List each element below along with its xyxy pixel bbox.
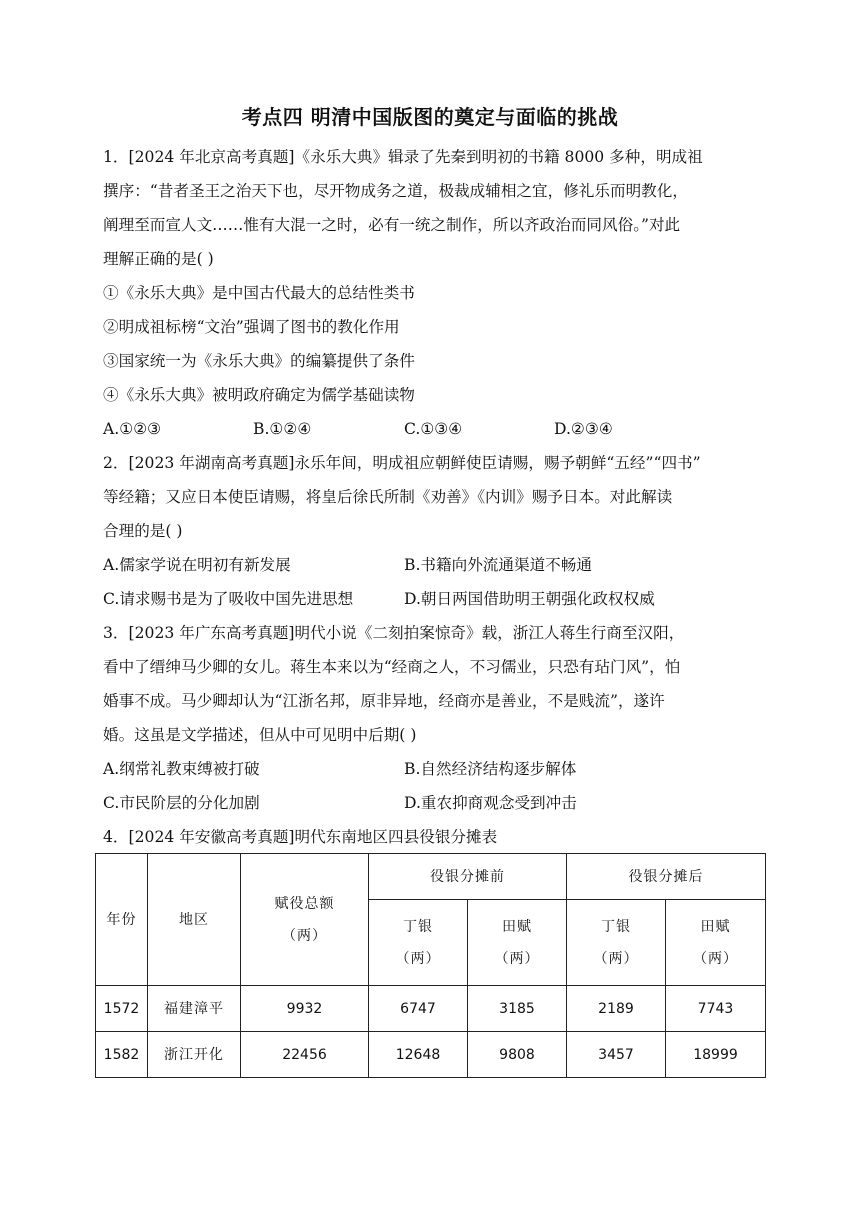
q1-stem-line-4: 理解正确的是( ) (103, 250, 214, 268)
header-ding-label: 丁银 (403, 918, 433, 935)
header-before-ding (369, 900, 468, 986)
q3-option-b: B.自然经济结构逐步解体 (404, 760, 577, 778)
header-ding-label: 丁银 (601, 918, 631, 935)
header-tian-label: 田赋 (700, 918, 731, 935)
table-cell: 6747 (369, 986, 468, 1032)
q1-option-d: D.②③④ (554, 420, 613, 438)
q4-stem: 4．[2024 年安徽高考真题]明代东南地区四县役银分摊表 (103, 828, 498, 846)
q3-stem-line-1: 3．[2023 年广东高考真题]明代小说《二刻拍案惊奇》载，浙江人蒋生行商至汉阳， (103, 624, 685, 642)
q1-statement-2: ②明成祖标榜“文治”强调了图书的教化作用 (103, 318, 400, 336)
q2-stem-line-3: 合理的是( ) (103, 522, 183, 540)
table-cell: 1582 (96, 1032, 148, 1078)
header-ding-unit: （两） (593, 950, 639, 967)
q2-stem-line-2: 等经籍；又应日本使臣请赐，将皇后徐氏所制《劝善》《内训》赐予日本。对此解读 (103, 488, 673, 506)
header-total-unit: （两） (282, 927, 327, 944)
q3-stem-line-4: 婚。这虽是文学描述，但从中可见明中后期( ) (103, 726, 417, 744)
table-row (96, 1032, 766, 1078)
table-cell: 18999 (666, 1032, 766, 1078)
table-cell: 12648 (369, 1032, 468, 1078)
header-tian-unit: （两） (494, 950, 540, 967)
table-cell: 浙江开化 (148, 1032, 241, 1078)
tax-table (95, 853, 766, 1078)
header-total (241, 854, 369, 986)
q2-option-c: C.请求赐书是为了吸收中国先进思想 (103, 590, 354, 608)
header-total-label: 赋役总额 (274, 895, 335, 912)
table-cell: 22456 (241, 1032, 369, 1078)
table-cell: 7743 (666, 986, 766, 1032)
table-cell: 1572 (96, 986, 148, 1032)
q3-stem-line-2: 看中了缙绅马少卿的女儿。蒋生本来以为“经商之人，不习儒业，只恐有玷门风”，怕 (103, 658, 681, 676)
q3-option-c: C.市民阶层的分化加剧 (103, 794, 260, 812)
header-year: 年份 (96, 854, 148, 986)
q2-stem-line-1: 2．[2023 年湖南高考真题]永乐年间，明成祖应朝鲜使臣请赐，赐予朝鲜“五经”“四书” (103, 454, 701, 472)
table-cell: 9932 (241, 986, 369, 1032)
q3-option-a: A.纲常礼教束缚被打破 (103, 760, 260, 778)
table-cell: 福建漳平 (148, 986, 241, 1032)
q3-option-d: D.重农抑商观念受到冲击 (404, 794, 577, 812)
q1-statement-3: ③国家统一为《永乐大典》的编纂提供了条件 (103, 352, 415, 370)
q2-option-a: A.儒家学说在明初有新发展 (103, 556, 291, 574)
header-region: 地区 (148, 854, 241, 986)
table-cell: 2189 (567, 986, 666, 1032)
header-after-ding (567, 900, 666, 986)
q1-statement-1: ①《永乐大典》是中国古代最大的总结性类书 (103, 284, 415, 302)
q3-stem-line-3: 婚事不成。马少卿却认为“江浙名邦，原非异地，经商亦是善业，不是贱流”，遂许 (103, 692, 665, 710)
header-ding-unit: （两） (395, 950, 441, 967)
q1-statement-4: ④《永乐大典》被明政府确定为儒学基础读物 (103, 386, 415, 404)
header-before: 役银分摊前 (369, 854, 567, 900)
q1-stem-line-3: 阐理至而宣人文……惟有大混一之时，必有一统之制作，所以齐政治而同风俗。”对此 (103, 216, 681, 234)
q2-option-b: B.书籍向外流通渠道不畅通 (404, 556, 592, 574)
page-title: 考点四 明清中国版图的奠定与面临的挑战 (241, 105, 619, 129)
q1-stem-line-2: 撰序：“昔者圣王之治天下也，尽开物成务之道，极裁成辅相之宜，修礼乐而明教化， (103, 182, 688, 200)
table-row (96, 986, 766, 1032)
header-tian-unit: （两） (693, 950, 738, 967)
q2-option-d: D.朝日两国借助明王朝强化政权权威 (404, 590, 655, 608)
table-cell: 3185 (468, 986, 567, 1032)
table-cell: 3457 (567, 1032, 666, 1078)
q1-option-b: B.①②④ (253, 420, 312, 438)
q1-option-a: A.①②③ (103, 420, 162, 438)
header-after: 役银分摊后 (567, 854, 766, 900)
q1-option-c: C.①③④ (404, 420, 463, 438)
q1-stem-line-1: 1．[2024 年北京高考真题]《永乐大典》辑录了先秦到明初的书籍 8000 多种，明成祖 (103, 148, 703, 166)
header-before-tian (468, 900, 567, 986)
header-after-tian (666, 900, 766, 986)
table-cell: 9808 (468, 1032, 567, 1078)
header-tian-label: 田赋 (502, 918, 532, 935)
